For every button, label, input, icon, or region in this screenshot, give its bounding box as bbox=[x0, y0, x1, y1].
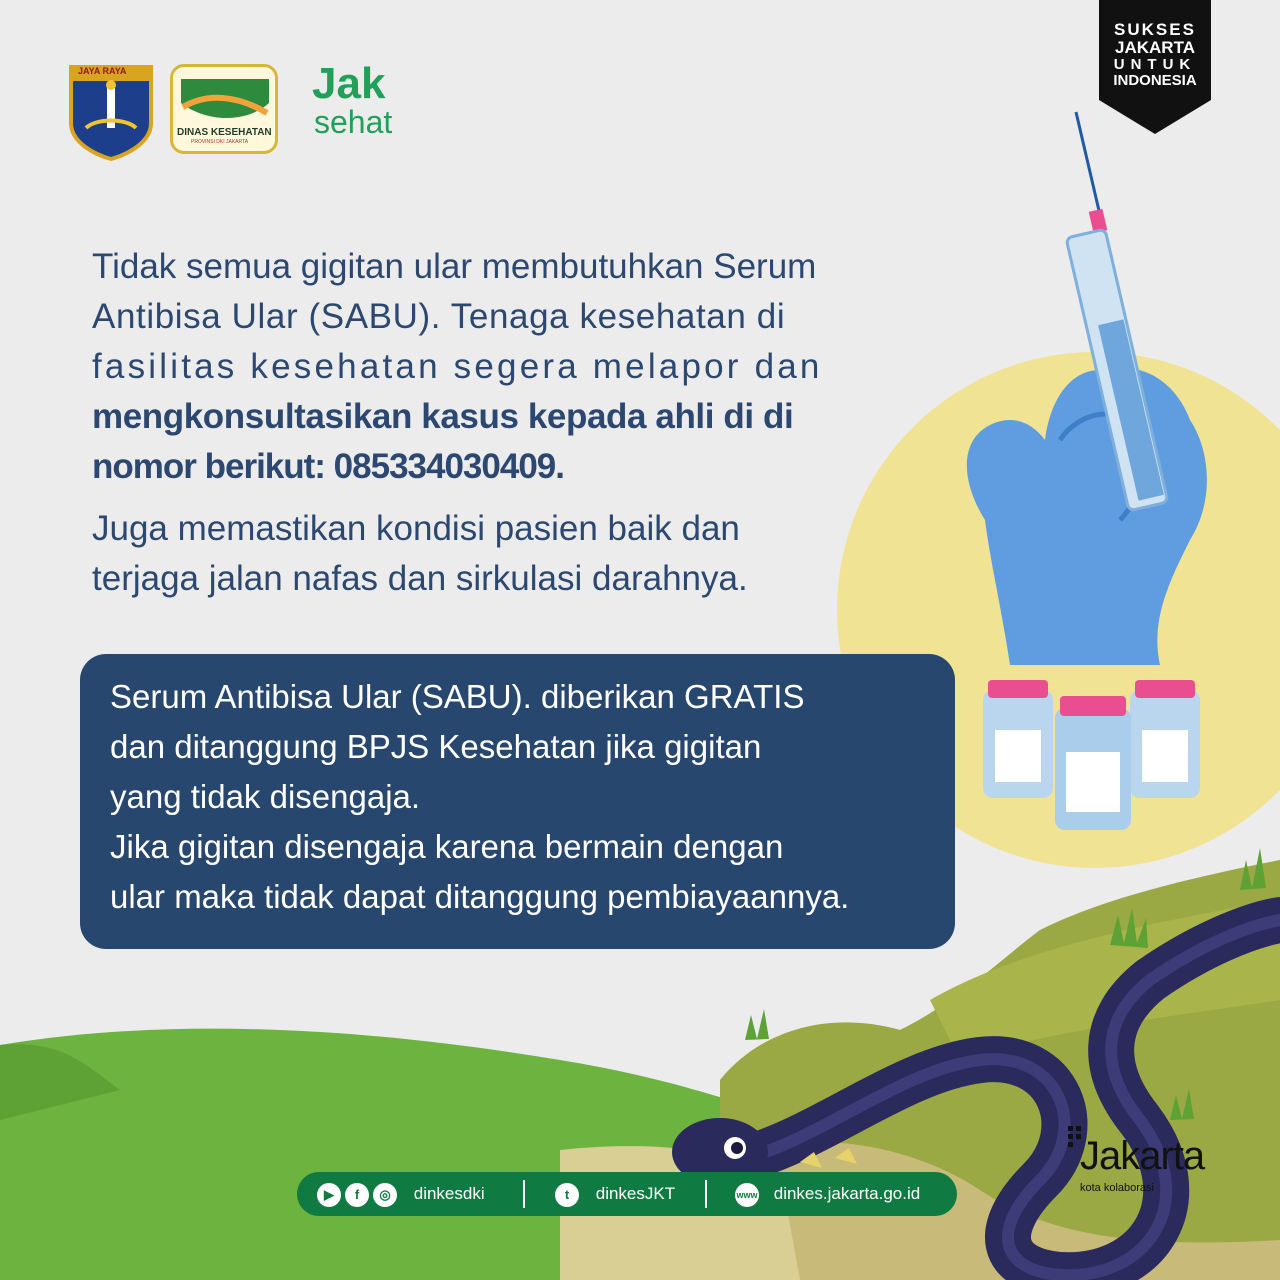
info-line-5: ular maka tidak dapat ditanggung pembiayaannya. bbox=[110, 878, 850, 915]
social-twitter-group[interactable] bbox=[555, 1172, 675, 1216]
facebook-icon: f bbox=[345, 1183, 369, 1207]
social-bar bbox=[297, 1172, 957, 1216]
note-line-1: Juga memastikan kondisi pasien baik dan bbox=[92, 509, 740, 548]
sehat-text: sehat bbox=[314, 104, 393, 140]
social-divider-2 bbox=[705, 1180, 707, 1208]
dinas-kesehatan-logo bbox=[170, 64, 278, 154]
website-url: dinkes.jakarta.go.id bbox=[773, 1184, 921, 1203]
intro-paragraph bbox=[92, 242, 912, 492]
intro-line-1: Tidak semua gigitan ular membutuhkan Serum bbox=[92, 247, 817, 286]
info-line-3: yang tidak disengaja. bbox=[110, 778, 421, 815]
jaya-raya-logo bbox=[66, 63, 156, 161]
jak-text: Jak bbox=[312, 59, 386, 108]
info-line-1: Serum Antibisa Ular (SABU). diberikan GRATIS bbox=[110, 678, 805, 715]
intro-line-2: Antibisa Ular (SABU). Tenaga kesehatan di bbox=[92, 297, 786, 336]
badge-line-3: UNTUK bbox=[1113, 56, 1197, 73]
twitter-handle: dinkesJKT bbox=[595, 1184, 676, 1203]
info-line-4: Jika gigitan disengaja karena bermain dengan bbox=[110, 828, 784, 865]
badge-line-1: SUKSES bbox=[1114, 20, 1196, 39]
info-line-2: dan ditanggung BPJS Kesehatan jika gigitan bbox=[110, 728, 762, 765]
instagram-icon: ◎ bbox=[373, 1183, 397, 1207]
intro-bold-line-2: nomor berikut: 085334030409. bbox=[92, 447, 564, 486]
instagram-handle: dinkesdki bbox=[413, 1184, 485, 1203]
social-divider-1 bbox=[523, 1180, 525, 1208]
twitter-icon: t bbox=[555, 1183, 579, 1207]
social-instagram-group[interactable] bbox=[317, 1172, 485, 1216]
dinas-kesehatan-text: DINAS KESEHATAN bbox=[177, 127, 272, 138]
sukses-jakarta-badge bbox=[1099, 0, 1211, 134]
info-box bbox=[80, 654, 955, 949]
note-paragraph bbox=[92, 504, 912, 604]
jaya-raya-text: JAYA RAYA bbox=[78, 66, 127, 76]
intro-line-3: fasilitas kesehatan segera melapor dan bbox=[92, 347, 823, 386]
www-icon: www bbox=[735, 1183, 759, 1207]
jakarta-wordmark: Jakarta bbox=[1080, 1134, 1205, 1178]
jakarta-logo bbox=[1066, 1122, 1256, 1202]
jak-sehat-logo bbox=[312, 59, 432, 142]
youtube-icon: ▶ bbox=[317, 1183, 341, 1207]
jakarta-tagline: kota kolaborasi bbox=[1080, 1182, 1154, 1194]
badge-line-4: INDONESIA bbox=[1113, 72, 1197, 89]
intro-bold-line-1: mengkonsultasikan kasus kepada ahli di di bbox=[92, 397, 794, 436]
info-box-text bbox=[110, 672, 849, 922]
note-line-2: terjaga jalan nafas dan sirkulasi darahnya. bbox=[92, 559, 748, 598]
dinas-kesehatan-subtext: PROVINSI DKI JAKARTA bbox=[191, 139, 249, 145]
social-website-group[interactable] bbox=[735, 1172, 920, 1216]
badge-line-2: JAKARTA bbox=[1115, 38, 1195, 57]
